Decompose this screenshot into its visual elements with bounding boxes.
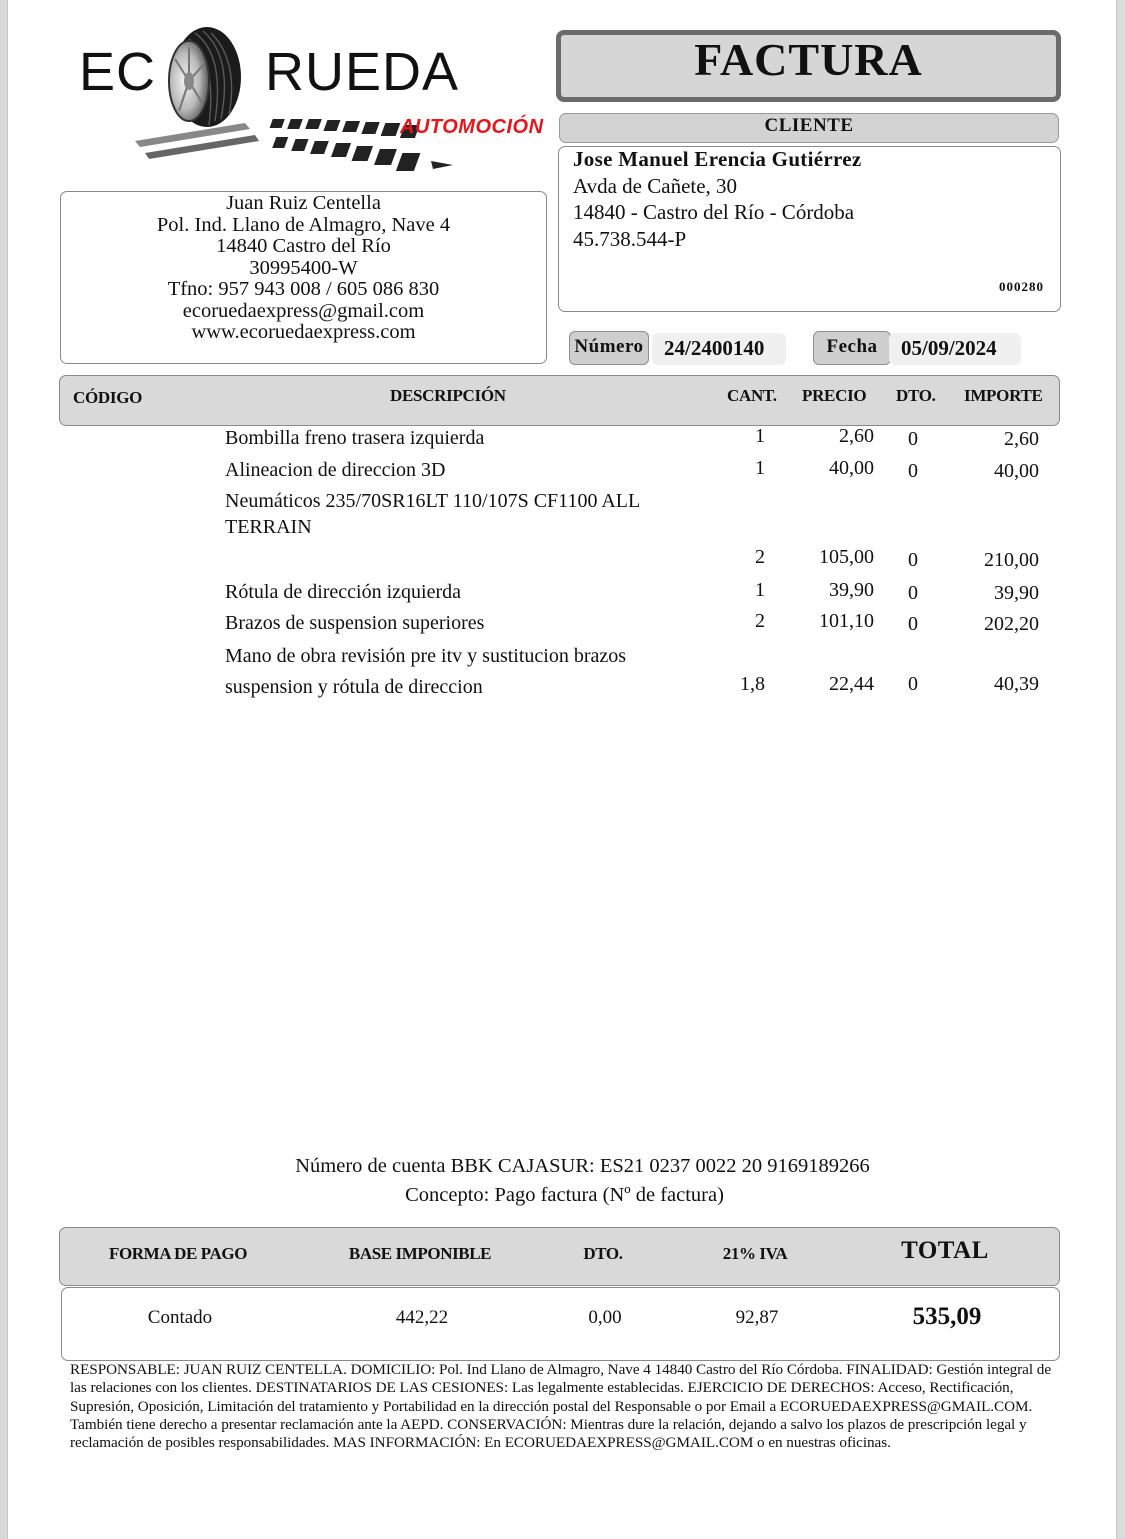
vat-amount: 92,87 [735,1307,779,1328]
bank-account: Número de cuenta BBK CAJASUR: ES21 0237 0022 20 9169189266 [295,1155,870,1177]
item-amount: 2,60 [1004,428,1039,450]
emitter-website: www.ecoruedaexpress.com [191,321,416,343]
payment-concept: Concepto: Pago factura (Nº de factura) [405,1184,724,1206]
totals-header-total: TOTAL [901,1237,989,1264]
item-quantity: 1 [755,425,765,447]
column-header-dto: DTO. [896,386,936,405]
page-frame-left [0,0,8,1539]
item-description: Bombilla freno trasera izquierda [225,427,485,449]
legal-notice: RESPONSABLE: JUAN RUIZ CENTELLA. DOMICILIO: Pol. Ind Llano de Almagro, Nave 4 14840 Castro del Río Córdoba. FINALIDAD: Gestión integral de las relaciones con los clientes. DESTINATARIOS DE LAS CESIONES: Las legalmente establecidas. EJERCICIO DE DERECHOS: Acceso, Rectificación, Supresión, Oposición, Limitación del tratamiento y Portabilidad en la dirección postal del Responsable o por Email a ECORUEDAEXPRESS@GMAIL.COM. También tiene derecho a presentar reclamación ante la AEPD. CONSERVACIÓN: Mientras dure la relación, dejando a salvo los plazos de prescripción legal y reclamación de posibles responsabilidades. MAS INFORMACIÓN: En ECORUEDAEXPRESS@GMAIL.COM o en nuestras oficinas. [70,1361,1052,1452]
item-price: 101,10 [819,610,874,632]
item-quantity: 1 [755,579,765,601]
invoice-title-box [556,30,1061,102]
client-box [558,146,1061,312]
item-amount: 210,00 [984,549,1039,571]
item-description: Mano de obra revisión pre itv y sustitucion brazos suspension y rótula de direccion [225,645,627,698]
item-quantity: 1 [755,457,765,479]
totals-header-base: BASE IMPONIBLE [348,1244,492,1263]
client-name: Jose Manuel Erencia Gutiérrez [573,147,862,171]
client-code: 000280 [999,279,1044,294]
item-amount: 202,20 [984,613,1039,635]
item-quantity: 1,8 [740,673,765,695]
client-city: 14840 - Castro del Río - Córdoba [573,200,855,224]
emitter-nif: 30995400-W [249,256,358,279]
item-price: 2,60 [839,425,874,447]
totals-header-iva: 21% IVA [722,1244,788,1263]
item-quantity: 2 [755,610,765,632]
client-address: Avda de Cañete, 30 [573,173,738,198]
invoice-date-value: 05/09/2024 [889,333,1021,365]
logo-word-eco: EC [79,42,157,102]
column-header-descripcion: DESCRIPCIÓN [390,386,506,405]
totals-header-dto: DTO. [583,1244,623,1263]
totals-header-forma-pago: FORMA DE PAGO [108,1244,248,1263]
item-description: Brazos de suspension superiores [225,612,485,634]
item-amount: 40,39 [994,673,1039,695]
item-quantity: 2 [755,546,765,568]
emitter-box [60,191,547,364]
tire-icon [155,25,245,135]
item-amount: 40,00 [994,460,1039,482]
item-amount: 39,90 [994,582,1039,604]
logo-word-rueda: RUEDA [265,42,460,102]
logo-tagline: AUTOMOCIÓN [400,116,544,138]
item-price: 105,00 [819,546,874,568]
payment-method: Contado [147,1307,213,1328]
item-price: 22,44 [829,673,874,695]
column-header-importe: IMPORTE [964,386,1043,405]
invoice-total: 535,09 [912,1303,982,1330]
invoice-title: FACTURA [694,34,923,85]
invoice-date-label: Fecha [813,331,891,365]
client-header: CLIENTE [559,113,1059,143]
company-logo [75,25,545,190]
totals-header [59,1227,1060,1286]
emitter-name: Juan Ruiz Centella [226,192,381,214]
emitter-phone: Tfno: 957 943 008 / 605 086 830 [167,278,440,300]
emitter-city: 14840 Castro del Río [216,235,391,257]
emitter-email: ecoruedaexpress@gmail.com [182,299,425,322]
page-frame-right [1116,0,1125,1539]
item-description: Rótula de dirección izquierda [225,581,462,603]
item-discount: 0 [908,428,918,450]
column-header-precio: PRECIO [802,386,867,405]
item-discount: 0 [908,673,918,695]
item-price: 39,90 [829,579,874,601]
items-table-header [59,375,1060,426]
client-nif: 45.738.544-P [573,226,687,251]
invoice-number-value: 24/2400140 [652,333,786,365]
taxable-base: 442,22 [395,1307,449,1328]
total-discount: 0,00 [588,1307,622,1328]
item-discount: 0 [908,460,918,482]
invoice-number-label: Número [569,331,649,365]
item-price: 40,00 [829,457,874,479]
item-description: Alineacion de direccion 3D [225,459,446,481]
emitter-address: Pol. Ind. Llano de Almagro, Nave 4 [156,213,451,236]
item-discount: 0 [908,549,918,571]
totals-values [61,1287,1060,1361]
column-header-codigo: CÓDIGO [73,388,143,407]
item-description: Neumáticos 235/70SR16LT 110/107S CF1100 ALL TERRAIN [225,490,640,538]
item-discount: 0 [908,582,918,604]
column-header-cant: CANT. [727,386,777,405]
item-discount: 0 [908,613,918,635]
